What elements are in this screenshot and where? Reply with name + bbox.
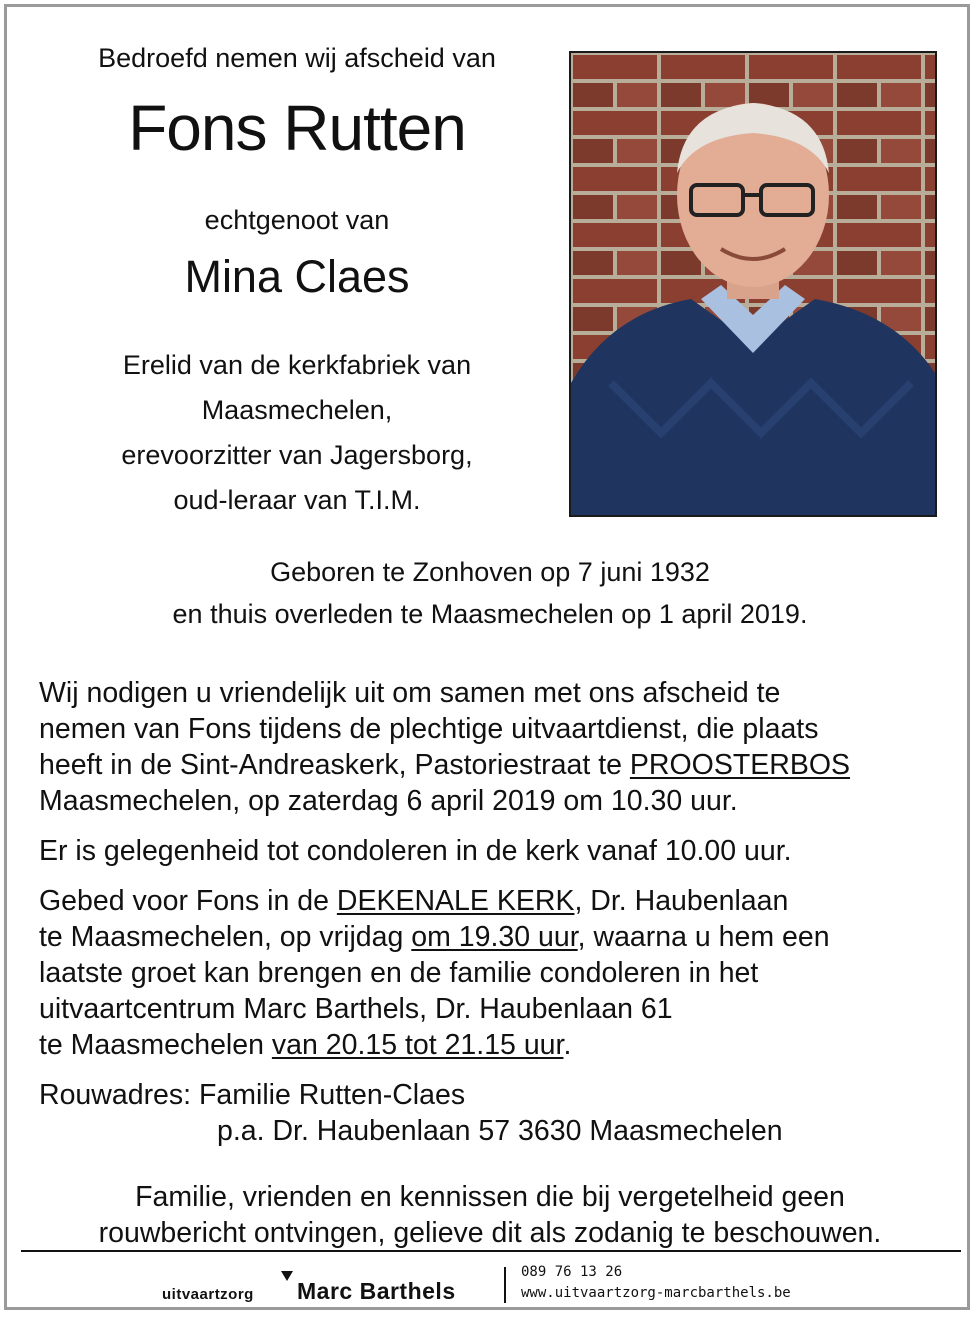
closing-note	[7, 1179, 973, 1251]
text-line: te Maasmechelen, op vrijdag	[39, 921, 412, 953]
invitation-paragraph	[39, 675, 939, 819]
birth-line: Geboren te Zonhoven op 7 juni 1932	[270, 557, 710, 587]
rouwadres-address: p.a. Dr. Haubenlaan 57 3630 Maasmechelen	[217, 1115, 783, 1147]
memorial-notice	[4, 4, 970, 1310]
title-line: oud-leraar van T.I.M.	[173, 485, 421, 515]
rouwadres-label: Rouwadres:	[39, 1079, 199, 1111]
life-dates	[7, 551, 973, 635]
rouwadres	[39, 1077, 939, 1149]
deceased-name: Fons Rutten	[128, 92, 466, 164]
title-line: Erelid van de kerkfabriek van	[122, 350, 472, 380]
text-line: nemen van Fons tijdens de plechtige uitvaartdienst, die plaats	[39, 713, 819, 745]
logo-triangle-icon	[281, 1271, 293, 1281]
note-line: Familie, vrienden en kennissen die bij vergetelheid geen	[135, 1181, 845, 1213]
phone-number: 089 76 13 26	[521, 1264, 623, 1280]
prayer-location: DEKENALE KERK	[336, 885, 575, 917]
portrait-photo	[569, 51, 937, 517]
viewing-time: van 20.15 tot 21.15 uur	[271, 1029, 564, 1061]
title-line: erevoorzitter van Jagersborg,	[121, 440, 473, 470]
prayer-time: om 19.30 uur	[411, 921, 578, 953]
death-line: en thuis overleden te Maasmechelen op 1 april 2019.	[172, 599, 808, 629]
text-line: uitvaartcentrum Marc Barthels, Dr. Haubenlaan 61	[39, 993, 673, 1025]
note-line: rouwbericht ontvingen, gelieve dit als zodanig te beschouwen.	[98, 1217, 882, 1249]
text-line: laatste groet kan brengen en de familie condoleren in het	[39, 957, 759, 989]
funeral-home-footer	[7, 1259, 973, 1305]
text-line: , waarna u hem een	[577, 921, 830, 953]
church-location: PROOSTERBOS	[629, 749, 851, 781]
text-line: Wij nodigen u vriendelijk uit om samen met ons afscheid te	[39, 677, 781, 709]
text-line: Gebed voor Fons in de	[39, 885, 337, 917]
website-link[interactable]: www.uitvaartzorg-marcbarthels.be	[521, 1285, 791, 1301]
prayer-paragraph	[39, 883, 939, 1063]
condolence-paragraph: Er is gelegenheid tot condoleren in de kerk vanaf 10.00 uur.	[39, 835, 792, 867]
spouse-name: Mina Claes	[184, 251, 410, 302]
logo-text-big: Marc Barthels	[297, 1278, 456, 1304]
rouwadres-family: Familie Rutten-Claes	[199, 1079, 466, 1111]
text-line: .	[563, 1029, 572, 1061]
intro-text: Bedroefd nemen wij afscheid van	[98, 43, 496, 73]
footer-separator	[504, 1267, 506, 1303]
spouse-label: echtgenoot van	[204, 205, 390, 235]
text-line: te Maasmechelen	[39, 1029, 272, 1061]
text-line: , Dr. Haubenlaan	[574, 885, 789, 917]
logo-text-small: uitvaartzorg	[162, 1286, 254, 1303]
title-line: Maasmechelen,	[201, 395, 393, 425]
footer-divider	[21, 1250, 961, 1252]
text-line: heeft in de Sint-Andreaskerk, Pastoriestraat te	[39, 749, 630, 781]
honorary-titles	[37, 343, 557, 523]
text-line: Maasmechelen, op zaterdag 6 april 2019 om 10.30 uur.	[39, 785, 738, 817]
ceremony-details	[39, 675, 939, 1149]
